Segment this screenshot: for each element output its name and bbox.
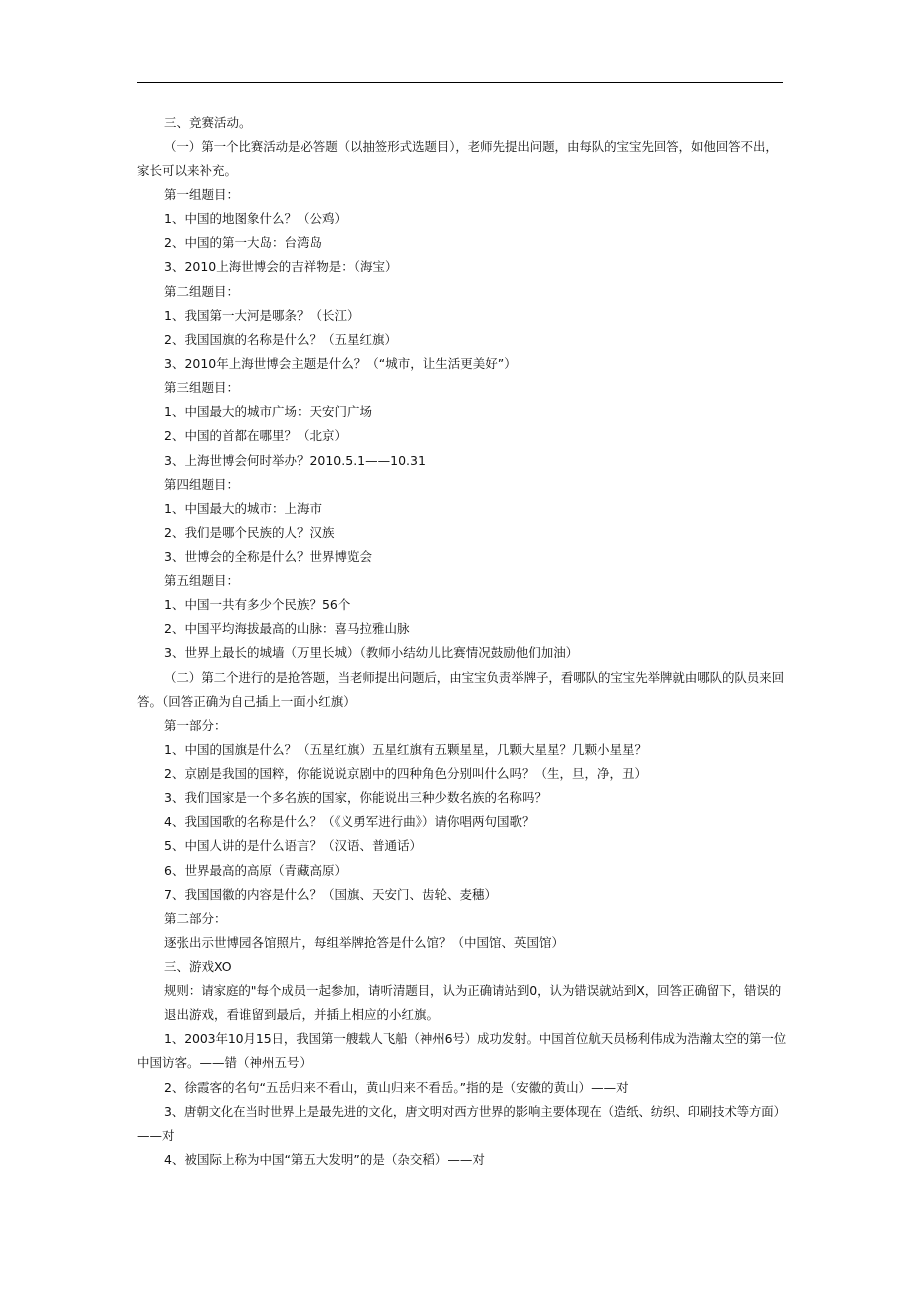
question-line: 1、中国的国旗是什么？（五星红旗）五星红旗有五颗星星，几颗大星星？几颗小星星？	[164, 742, 647, 757]
question-line: 3、上海世博会何时举办？2010.5.1——10.31	[164, 453, 426, 468]
question-line: 1、2003年10月15日，我国第一艘载人飞船（神州6号）成功发射。中国首位航天员杨利伟成为浩瀚太空的第一位	[164, 1031, 787, 1046]
question-line: 1、中国一共有多少个民族？56个	[164, 597, 351, 612]
paragraph-line: 规则：请家庭的"每个成员一起参加，请听清题目，认为正确请站到0，认为错误就站到X，回答正确留下，错误的	[164, 983, 782, 998]
question-line: 2、我们是哪个民族的人？汉族	[164, 525, 335, 540]
question-line: 2、徐霞客的名句“五岳归来不看山，黄山归来不看岳。”指的是（安徽的黄山）——对	[164, 1080, 629, 1095]
paragraph-line: （一）第一个比赛活动是必答题（以抽签形式选题目），老师先提出问题，由每队的宝宝先回答，如他回答不出，	[164, 139, 778, 154]
group-heading: 第四组题目：	[164, 477, 240, 492]
paragraph-line: （二）第二个进行的是抢答题，当老师提出问题后，由宝宝负责举牌子，看哪队的宝宝先举牌就由哪队的队员来回	[164, 670, 785, 685]
question-line: 2、中国的第一大岛：台湾岛	[164, 235, 322, 250]
group-heading: 第二组题目：	[164, 284, 240, 299]
question-line: 3、世界上最长的城墙（万里长城）（教师小结幼儿比赛情况鼓励他们加油）	[164, 645, 579, 660]
paragraph-line: 答。（回答正确为自己插上一面小红旗）	[137, 694, 356, 709]
question-line: 2、京剧是我国的国粹，你能说说京剧中的四种角色分别叫什么吗？（生，旦，净，丑）	[164, 766, 647, 781]
question-line: 6、世界最高的高原（青藏高原）	[164, 863, 347, 878]
question-line: 2、中国平均海拔最高的山脉：喜马拉雅山脉	[164, 621, 410, 636]
paragraph-line: 退出游戏，看谁留到最后，并插上相应的小红旗。	[164, 1007, 440, 1022]
group-heading: 第三组题目：	[164, 380, 240, 395]
question-line: 3、2010上海世博会的吉祥物是：（海宝）	[164, 259, 398, 274]
question-line: 1、我国第一大河是哪条？（长江）	[164, 308, 360, 323]
question-line: 中国访客。——错（神州五号）	[137, 1055, 313, 1070]
question-line: 3、2010年上海世博会主题是什么？（“城市，让生活更美好”）	[164, 356, 517, 371]
question-line: 2、我国国旗的名称是什么？（五星红旗）	[164, 332, 397, 347]
question-line: 1、中国的地图象什么？（公鸡）	[164, 211, 347, 226]
question-line: 3、唐朝文化在当时世界上是最先进的文化，唐文明对西方世界的影响主要体现在（造纸、纺织、印刷技术等方面）	[164, 1104, 786, 1119]
paragraph-line: 逐张出示世博园各馆照片，每组举牌抢答是什么馆？（中国馆、英国馆）	[164, 935, 565, 950]
paragraph-line: 家长可以来补充。	[137, 163, 238, 178]
section-heading: 三、竞赛活动。	[164, 115, 252, 130]
question-line: 4、被国际上称为中国“第五大发明”的是（杂交稻）——对	[164, 1152, 485, 1167]
question-line: 1、中国最大的城市：上海市	[164, 501, 322, 516]
part-heading: 第二部分：	[164, 911, 227, 926]
part-heading: 第一部分：	[164, 718, 227, 733]
question-line: 3、我们国家是一个多名族的国家，你能说出三种少数名族的名称吗？	[164, 790, 547, 805]
question-line: 4、我国国歌的名称是什么？（《义勇军进行曲》）请你唱两句国歌？	[164, 814, 535, 829]
question-line: 5、中国人讲的是什么语言？（汉语、普通话）	[164, 838, 422, 853]
question-line: 2、中国的首都在哪里？（北京）	[164, 428, 347, 443]
question-line: 3、世博会的全称是什么？世界博览会	[164, 549, 372, 564]
group-heading: 第五组题目：	[164, 573, 240, 588]
question-line: 7、我国国徽的内容是什么？（国旗、天安门、齿轮、麦穗）	[164, 887, 497, 902]
question-line: ——对	[137, 1128, 175, 1143]
group-heading: 第一组题目：	[164, 187, 240, 202]
section-heading: 三、游戏XO	[164, 959, 232, 974]
question-line: 1、中国最大的城市广场：天安门广场	[164, 404, 372, 419]
